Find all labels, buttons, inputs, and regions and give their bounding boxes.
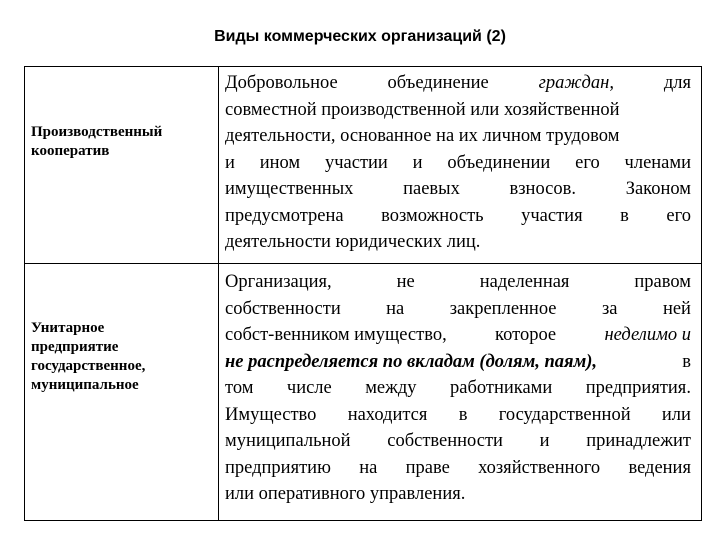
definition-line — [225, 455, 691, 482]
term-line: Производственный — [31, 124, 163, 140]
definition-line — [225, 402, 691, 429]
definition-text: членами — [624, 152, 691, 173]
definition-text: паевых — [403, 179, 460, 199]
definition-text: правом — [634, 272, 691, 292]
definition-line — [225, 269, 691, 296]
definition-text: участии — [324, 152, 388, 173]
definition-line — [225, 349, 691, 376]
definition-text: принадлежит — [586, 431, 691, 451]
definition-line — [225, 428, 691, 455]
definition-text: между — [365, 378, 417, 398]
definition-text: на — [386, 298, 405, 319]
definition-line — [225, 176, 691, 203]
definition-text: деятельности, основанное на их личном трудовом — [225, 126, 620, 146]
definition-text: в — [620, 205, 629, 226]
definition-text: на — [359, 457, 378, 478]
definition-text: ведения — [628, 457, 691, 478]
term-line: государственное, — [31, 358, 146, 374]
definition-line — [225, 203, 691, 230]
definition-line — [225, 322, 691, 349]
definition-text: и — [539, 431, 550, 451]
definition-text: и — [412, 152, 423, 173]
definition-text: Законом — [625, 179, 691, 199]
definition-text: объединение — [387, 73, 489, 93]
definition-text: в — [682, 351, 691, 372]
column-divider — [218, 264, 219, 521]
definition-text: не распределяется по вкладам (долям, паям), — [225, 351, 598, 372]
definition-text: Организация, — [225, 272, 332, 292]
definition-text: деятельности юридических лиц. — [225, 232, 481, 252]
definition-line — [225, 375, 691, 402]
definition-cell — [225, 269, 691, 508]
definition-text: ином — [259, 152, 301, 173]
definition-text: и — [225, 152, 235, 173]
term-line: муниципальное — [31, 377, 139, 393]
definition-text: для — [663, 73, 691, 93]
definition-text: хозяйственного — [478, 457, 601, 478]
term-cell — [31, 123, 216, 161]
definition-text: праве — [405, 457, 450, 478]
definition-line — [225, 123, 691, 150]
definition-text: возможность — [381, 205, 484, 226]
definition-text: наделенная — [479, 272, 570, 292]
definition-text: или оперативного управления. — [225, 484, 466, 504]
definition-text: за — [601, 298, 618, 319]
table-row — [25, 264, 701, 521]
definition-text: государственной — [498, 404, 631, 425]
definition-text: его — [575, 152, 600, 173]
definition-line — [225, 229, 691, 256]
comparison-table — [24, 66, 702, 521]
definition-line — [225, 97, 691, 124]
definition-text: объединении — [447, 152, 551, 173]
definition-text: предприятию — [225, 457, 331, 478]
term-line: Унитарное — [31, 320, 105, 336]
definition-line — [225, 481, 691, 508]
definition-text: которое — [495, 325, 557, 345]
definition-text: находится — [347, 404, 428, 425]
definition-text: его — [666, 205, 691, 226]
definition-text: муниципальной — [225, 431, 351, 451]
definition-line — [225, 70, 691, 97]
table-row — [25, 67, 701, 264]
definition-text: собственности — [225, 298, 341, 319]
definition-text: предусмотрена — [225, 205, 344, 226]
definition-text: или — [661, 404, 691, 425]
definition-text: собственности — [387, 431, 503, 451]
definition-text: не — [396, 272, 415, 292]
definition-text: совместной производственной или хозяйственной — [225, 99, 620, 120]
page-title: Виды коммерческих организаций (2) — [214, 28, 506, 45]
definition-text: собст-венником имущество, — [225, 325, 447, 345]
definition-text: ней — [662, 298, 691, 319]
definition-text: в — [458, 404, 468, 425]
definition-text: имущественных — [225, 179, 354, 199]
definition-text: участия — [521, 205, 583, 226]
term-line: кооператив — [31, 143, 110, 159]
definition-text: граждан, — [538, 73, 614, 93]
column-divider — [218, 67, 219, 263]
term-line: предприятие — [31, 339, 119, 355]
definition-text: Имущество — [225, 404, 317, 425]
definition-text: неделимо и — [604, 325, 691, 345]
definition-text: Добровольное — [225, 73, 338, 93]
definition-text: закрепленное — [449, 298, 557, 319]
definition-text: работниками — [450, 378, 553, 398]
definition-line — [225, 296, 691, 323]
definition-line — [225, 150, 691, 177]
definition-text: взносов. — [509, 179, 576, 199]
term-cell — [31, 319, 216, 395]
definition-text: том — [225, 378, 254, 398]
definition-text: числе — [286, 378, 332, 398]
definition-text: предприятия. — [585, 378, 691, 398]
definition-cell — [225, 70, 691, 256]
